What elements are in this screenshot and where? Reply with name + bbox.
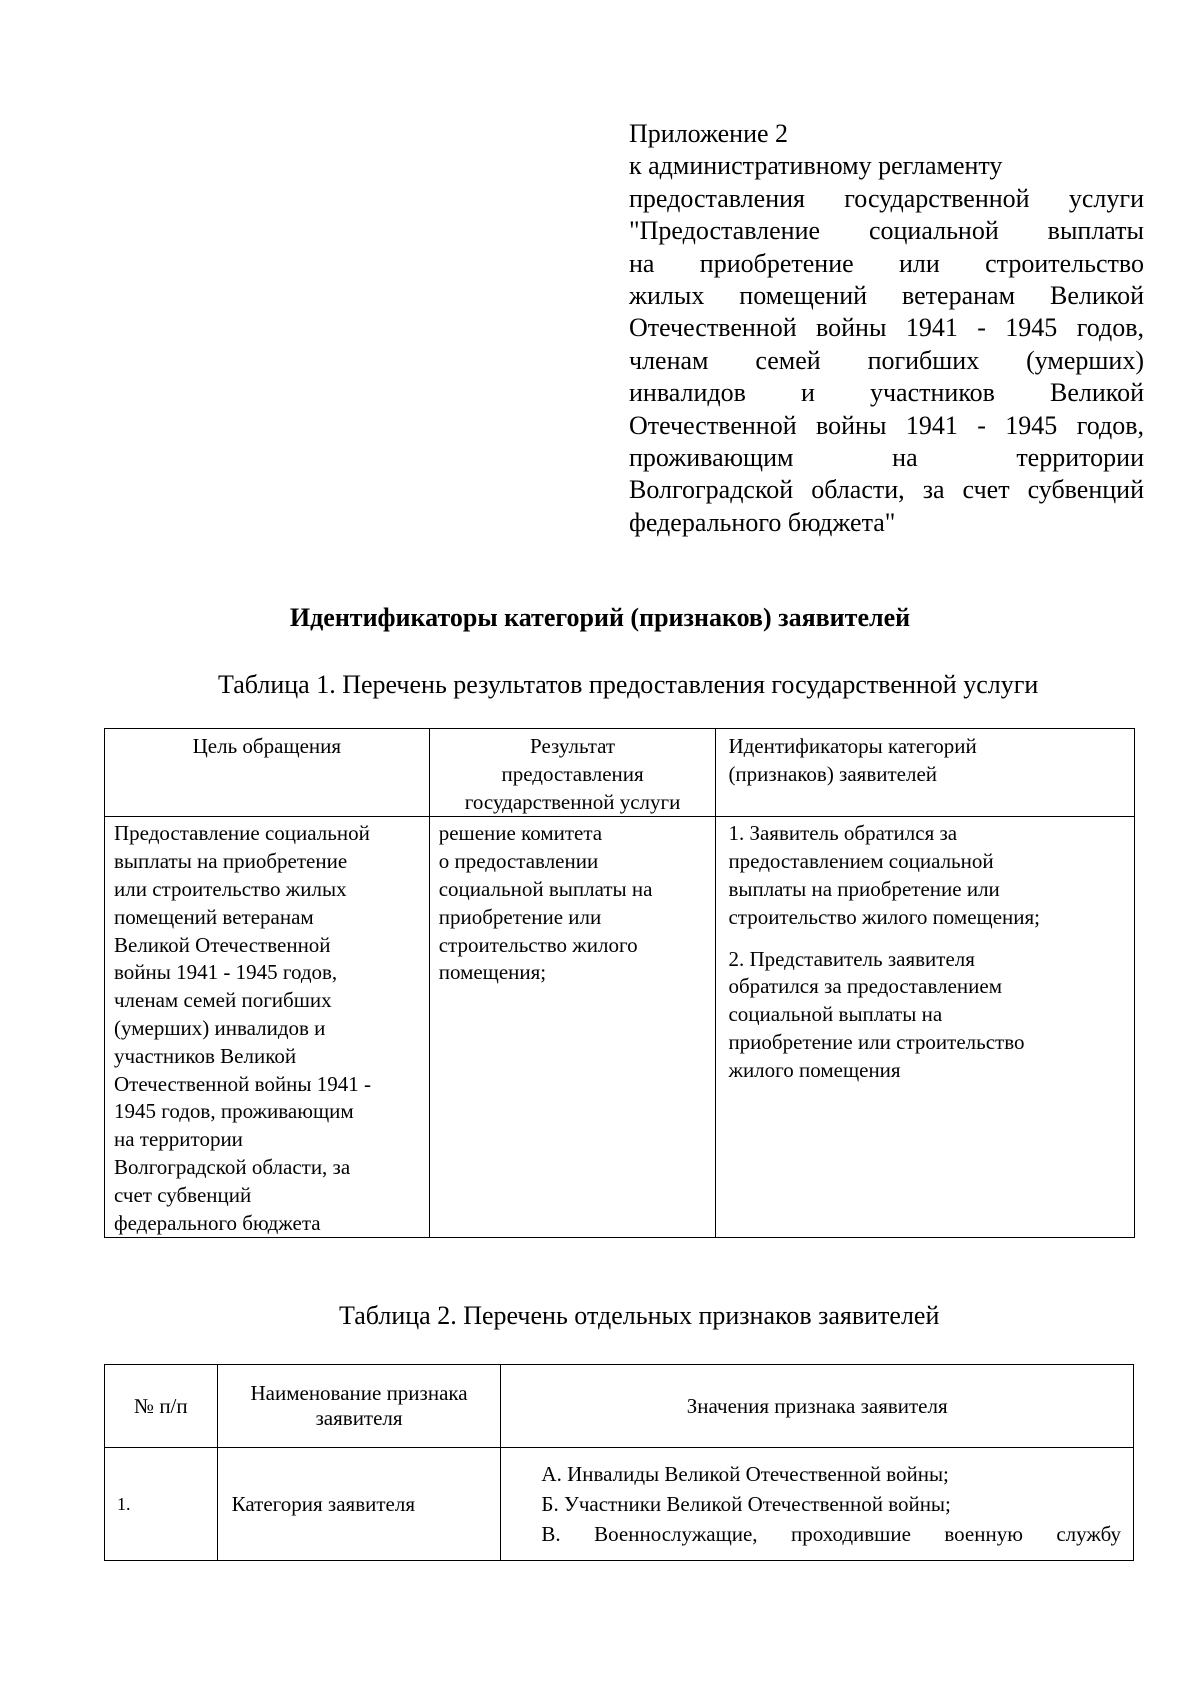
table1-caption: Таблица 1. Перечень результатов предоставления государственной услуги (218, 670, 1039, 699)
section-title: Идентификаторы категорий (признаков) заявителей (289, 603, 911, 632)
header-cell-identifiers (716, 729, 1135, 817)
appendix-line: проживающим на территории (629, 443, 1144, 473)
cell-line: жилого помещения (728, 1057, 901, 1082)
header-line: (признаков) заявителей (728, 761, 938, 786)
header-cell-purpose (105, 729, 430, 817)
table-row (105, 817, 1135, 1238)
header-line: государственной услуги (464, 789, 681, 814)
appendix-line: "Предоставление социальной выплаты (629, 216, 1144, 246)
header-cell-result (429, 729, 716, 817)
header-line: заявителя (315, 1406, 403, 1430)
header-line: Цель обращения (192, 734, 342, 758)
appendix-line: федерального бюджета" (629, 507, 896, 537)
cell-line: 1. Заявитель обратился за (728, 821, 958, 846)
appendix-line: на приобретение или строительство (629, 248, 1144, 278)
table2-caption: Таблица 2. Перечень отдельных признаков заявителей (339, 1301, 940, 1330)
cell-line: 2. Представитель заявителя (728, 946, 975, 971)
cell-line: или строительство жилых (114, 876, 347, 901)
features-table (104, 1364, 1134, 1561)
appendix-line: предоставления государственной услуги (629, 183, 1144, 213)
cell-line: Великой Отечественной (114, 932, 331, 957)
cell-line: о предоставлении (438, 849, 599, 874)
cell-result (429, 817, 716, 1238)
appendix-line: к административному регламенту (629, 151, 1003, 181)
cell-num: 1. (105, 1448, 218, 1561)
identifier-item-1 (728, 820, 1126, 931)
appendix-line: инвалидов и участников Великой (629, 378, 1144, 408)
header-line: Наименование признака (250, 1381, 468, 1405)
cell-line: членам семей погибших (114, 988, 332, 1013)
cell-line: 1945 годов, проживающим (114, 1099, 354, 1124)
cell-identifiers (716, 817, 1135, 1238)
cell-purpose (105, 817, 430, 1238)
cell-line: строительство жилого помещения; (728, 904, 1040, 929)
cell-line: помещения; (438, 960, 547, 985)
header-line: предоставления (501, 761, 644, 786)
cell-line: Предоставление социальной (114, 821, 370, 846)
identifier-item-2 (728, 946, 1126, 1085)
cell-line: (умерших) инвалидов и (114, 1015, 326, 1040)
cell-line: социальной выплаты на (438, 876, 653, 901)
appendix-line: жилых помещений ветеранам Великой (629, 281, 1144, 311)
header-line: Результат (530, 734, 616, 758)
cell-line: выплаты на приобретение (114, 849, 348, 874)
header-cell-feature (217, 1365, 501, 1448)
appendix-line: Волгоградской области, за счет субвенций (629, 475, 1144, 505)
cell-feature: Категория заявителя (217, 1448, 501, 1561)
cell-line: войны 1941 - 1945 годов, (114, 960, 338, 985)
header-cell-values: Значения признака заявителя (501, 1365, 1134, 1448)
cell-line: федерального бюджета (114, 1210, 321, 1235)
cell-line: выплаты на приобретение или (728, 876, 1000, 901)
cell-line: Волгоградской области, за (114, 1154, 351, 1179)
appendix-line: членам семей погибших (умерших) (629, 345, 1144, 375)
cell-line: счет субвенций (114, 1182, 252, 1207)
appendix-line: Отечественной войны 1941 - 1945 годов, (629, 410, 1144, 440)
cell-line: предоставлением социальной (728, 849, 994, 874)
table-header-row (105, 1365, 1134, 1448)
appendix-header (629, 118, 1144, 539)
cell-line: решение комитета (438, 821, 603, 846)
cell-line: приобретение или строительство (728, 1029, 1025, 1054)
table-header-row (105, 729, 1135, 817)
appendix-line: Отечественной войны 1941 - 1945 годов, (629, 313, 1144, 343)
cell-line: на территории (114, 1127, 243, 1152)
header-cell-num: № п/п (105, 1365, 218, 1448)
value-line: Б. Участники Великой Отечественной войны; (541, 1492, 951, 1516)
cell-line: обратился за предоставлением (728, 974, 1002, 999)
header-line: Идентификаторы категорий (728, 734, 977, 758)
cell-line: участников Великой (114, 1043, 297, 1068)
cell-line: социальной выплаты на (728, 1002, 943, 1027)
value-line: А. Инвалиды Великой Отечественной войны; (541, 1462, 949, 1486)
cell-line: Отечественной войны 1941 - (114, 1071, 371, 1096)
cell-values (501, 1448, 1134, 1561)
value-line: В. Военнослужащие, проходившие военную службу (541, 1522, 1121, 1546)
cell-line: приобретение или (438, 904, 602, 929)
cell-line: помещений ветеранам (114, 904, 314, 929)
table-row (105, 1448, 1134, 1561)
results-table (104, 728, 1135, 1238)
cell-line: строительство жилого (438, 932, 638, 957)
appendix-line: Приложение 2 (629, 119, 789, 148)
